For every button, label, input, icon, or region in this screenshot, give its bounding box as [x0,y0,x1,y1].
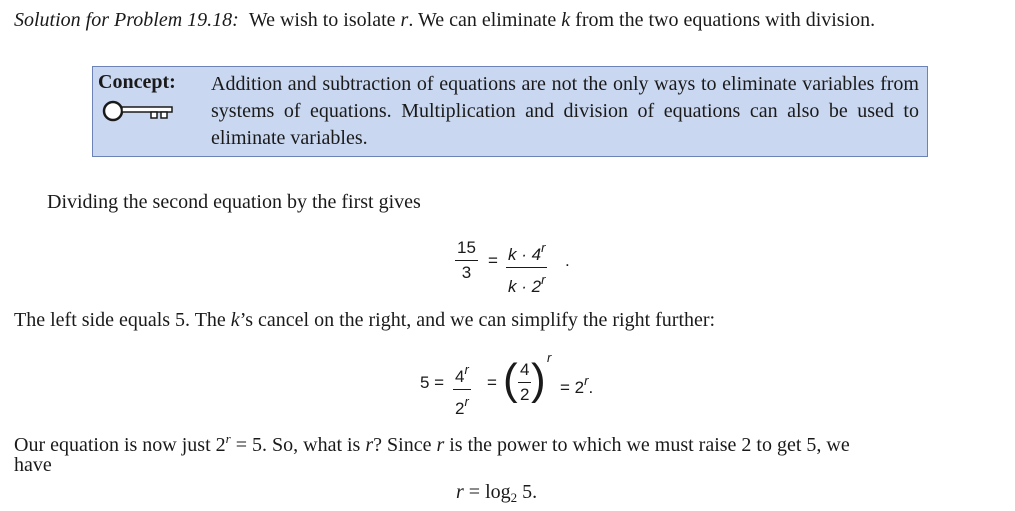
eq2-inner-den: 2 [520,385,530,404]
paragraph-dividing: Dividing the second equation by the first gives [47,191,421,213]
eq2-num: 4$^r$ [453,360,471,390]
heading-var-k: k [561,9,571,31]
paragraph-our-equation: Our equation is now just $2^r = 5$. So, what is r? Since r is the power to which we must raise 2 to get 5, we [14,431,850,456]
key-icon [99,100,181,122]
heading-var-r: r [400,9,409,31]
heading-text-c: from the two equations with division. [570,9,876,31]
eq2-inner-fraction [518,360,531,405]
heading-text-b: . We can eliminate [408,9,562,31]
eq1-rhs-num: $k \cdot 4^r$ [506,238,547,268]
eq2-outer-exp: r [547,350,552,365]
eq2-right-paren: ) [531,355,546,404]
problem-title: Solution for Problem 19.18: [14,9,239,31]
eq1-lhs-fraction [455,238,478,283]
concept-text: Addition and subtraction of equations are not the only ways to eliminate variables from systems of equations. Multiplication and division of equations can also be used to eliminate variables. [211,73,919,149]
eq2-inner-num: 4 [518,360,531,383]
eq1-period: . [565,251,570,270]
eq1-equals: = [488,251,498,270]
concept-label: Concept: [98,71,176,93]
eq2-fraction [453,360,471,419]
problem-heading [14,8,875,32]
eq2-five: 5 = [420,373,445,392]
eq1-lhs-den: 3 [461,263,472,282]
eq1-rhs-fraction [506,238,547,297]
eq2-left-paren: ( [503,355,518,404]
paragraph-have: have [14,454,52,476]
eq2-equals-b: = $2^r$. [560,373,594,397]
eq1-lhs-num: 15 [455,238,478,261]
paragraph-left-side: The left side equals 5. The k’s cancel on the right, and we can simplify the right further: [14,309,716,331]
eq2-den: 2$^r$ [455,394,469,418]
heading-text-a: We wish to isolate [248,9,401,31]
eq3-log: $r = \log_2 5$. [456,481,538,505]
eq2-equals-a: = [487,373,497,392]
eq1-rhs-den: $k \cdot 2^r$ [508,272,546,296]
concept-box [92,66,928,157]
